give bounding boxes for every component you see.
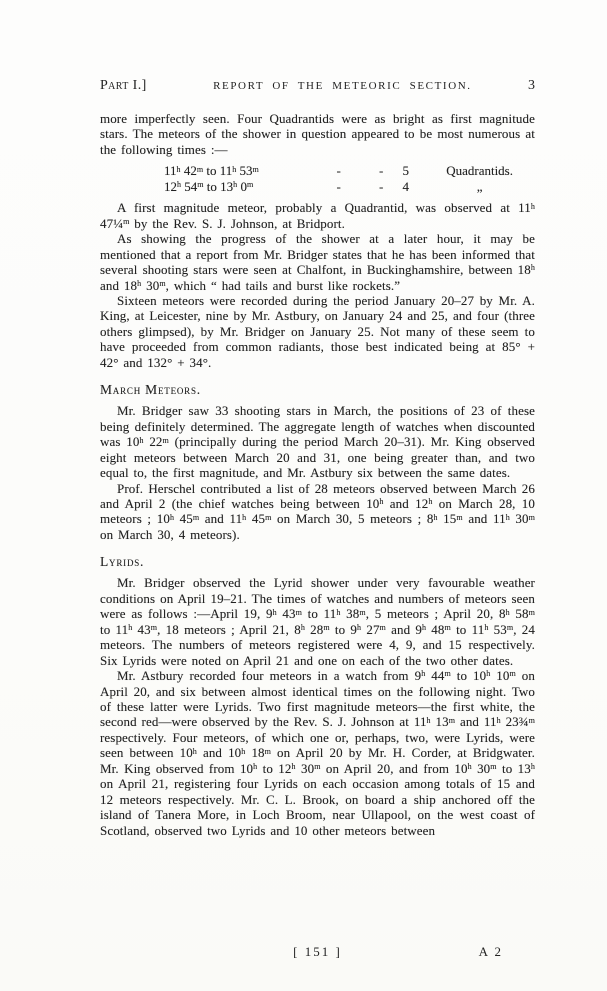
header-page-number: 3	[527, 78, 535, 93]
separator-dash: -	[378, 178, 384, 194]
separator-dash: -	[378, 163, 384, 179]
separator-dash: -	[336, 178, 341, 194]
meteor-count: 4	[402, 178, 409, 194]
watch-time: 12$^h$ 54$^m$ to 13$^h$ 0$^m$	[164, 178, 254, 194]
table-row	[164, 179, 535, 194]
shower-label: „	[476, 178, 483, 194]
paragraph-herschel-list: Prof. Herschel contributed a list of 28 meteors observed between March 26 and April 2 (the chief watches being between 10$^h$ and 12$^h$ on March 28, 10 meteors ; 10$^h$ 45$^m$ and 11$^h$ 45$^m$ on March 30, 5 meteors ; 8$^h$ 15$^m$ and 11$^h$ 30$^m$ on March 30, 4 meteors).	[100, 480, 536, 542]
watch-time: 11$^h$ 42$^m$ to 11$^h$ 53$^m$	[164, 163, 259, 179]
paragraph-lyrid-observers: Mr. Astbury recorded four meteors in a watch from 9$^h$ 44$^m$ to 10$^h$ 10$^m$ on April 20, and six between almost identical times on the following night. Two of these latter were Lyrids. Two first magnitude meteors—the first white, the second red—were observed by the Rev. S. J. Johnson at 11$^h$ 13$^m$ and 11$^h$ 23¾$^m$ respectively. Four meteors, of which one or, perhaps, two, were Lyrids, were seen between 10$^h$ and 10$^h$ 18$^m$ on April 20 by Mr. H. Corder, at Bridgwater. Mr. King observed from 10$^h$ to 12$^h$ 30$^m$ on April 20, and from 10$^h$ 30$^m$ to 13$^h$ on April 21, registering four Lyrids on each occasion among totals of 15 and 12 meteors respectively. Mr. C. L. Brook, on board a ship anchored off the island of Tanera More, in Loch Broom, near Ullapool, on the west coast of Scotland, observed two Lyrids and 10 other meteors between	[100, 668, 535, 838]
footer-plate-number: [ 151 ]	[293, 944, 342, 959]
paragraph-first-magnitude-meteor: A first magnitude meteor, probably a Quadrantid, was observed at 11$^h$ 47¼$^m$ by the Rev. S. J. Johnson, at Bridport.	[100, 200, 535, 231]
paragraph-january-meteors: Sixteen meteors were recorded during the period January 20–27 by Mr. A. King, at Leicester, nine by Mr. Astbury, on January 24 and 25, and four (three others glimpsed), by Mr. Bridger on January 25. Not many of these seem to have proceeded from common radiants, those best indicated being at 85° + 42° and 132° + 34°.	[100, 292, 535, 370]
meteor-count: 5	[402, 163, 409, 179]
running-header	[100, 78, 535, 94]
paragraph-lyrid-shower: Mr. Bridger observed the Lyrid shower under very favourable weather conditions on April 19–21. The times of watches and numbers of meteors seen were as follows :—April 19, 9$^h$ 43$^m$ to 11$^h$ 38$^m$, 5 meteors ; April 20, 8$^h$ 58$^m$ to 11$^h$ 43$^m$, 18 meteors ; April 21, 8$^h$ 28$^m$ to 9$^h$ 27$^m$ and 9$^h$ 48$^m$ to 11$^h$ 53$^m$, 24 meteors. The numbers of meteors registered were 4, 9, and 15 respectively. Six Lyrids were noted on April 21 and one on each of the two other dates.	[100, 575, 535, 668]
section-heading-lyrids: Lyrids.	[100, 554, 145, 570]
paragraph-bridger-report: As showing the progress of the shower at a later hour, it may be mentioned that a report from Mr. Bridger states that he has been informed that several shooting stars were seen at Chalfont, in Buckinghamshire, between 18$^h$ and 18$^h$ 30$^m$, which “ had tails and burst like rockets.”	[100, 231, 535, 293]
footer-signature-mark: A 2	[478, 944, 503, 959]
section-heading-march-meteors: March Meteors.	[100, 382, 201, 398]
header-title: REPORT OF THE METEORIC SECTION.	[213, 80, 472, 92]
table-row	[164, 163, 535, 178]
body-text-column	[100, 111, 535, 838]
shower-label: Quadrantids.	[446, 163, 513, 179]
header-part-label: Part I.]	[100, 78, 147, 93]
paragraph-march-observations: Mr. Bridger saw 33 shooting stars in March, the positions of 23 of these being definitely determined. The aggregate length of watches when discounted was 10$^h$ 22$^m$ (principally during the period March 20–31). Mr. King observed eight meteors between March 20 and 31, one being greater than, and two equal to, the first magnitude, and Mr. Astbury six between the same dates.	[100, 403, 535, 481]
paragraph-quadrantids-intro: more imperfectly seen. Four Quadrantids were as bright as first magnitude stars. The meteors of the shower in question appeared to be most numerous at the following times :—	[100, 111, 535, 157]
separator-dash: -	[336, 163, 341, 179]
times-table	[164, 163, 535, 194]
